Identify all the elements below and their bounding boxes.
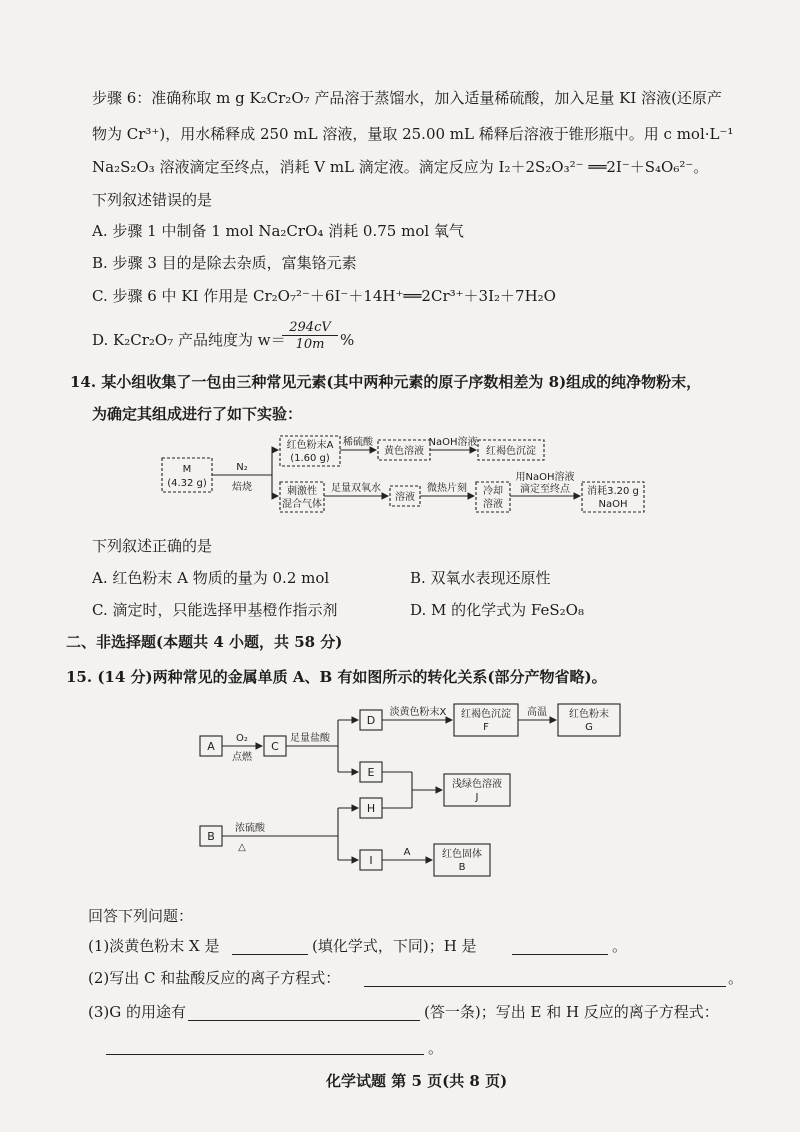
q15-label-ignite: 点燃 xyxy=(232,752,252,763)
q13-option-d-suffix: % xyxy=(340,331,355,349)
q15-part3-blank-g[interactable] xyxy=(188,1020,420,1021)
q15-part3-text-a: (3)G 的用途有 xyxy=(88,1003,186,1021)
q14-option-a: A. 红色粉末 A 物质的量为 0.2 mol xyxy=(92,569,330,587)
q15-flow-diagram xyxy=(190,698,660,888)
q14-cool-line1: 冷却 xyxy=(483,486,503,497)
q15-part2-blank[interactable] xyxy=(364,986,726,987)
q14-red-brown-ppt: 红褐色沉淀 xyxy=(486,446,536,457)
q14-option-d: D. M 的化学式为 FeS₂O₈ xyxy=(410,601,584,619)
q14-gas-line1: 刺激性 xyxy=(287,486,317,497)
q15-label-red-solid-line1: 红色固体 xyxy=(442,849,482,860)
q15-label-j-line1: 浅绿色溶液 xyxy=(452,779,502,790)
q15-answer-prompt: 回答下列问题： xyxy=(88,907,194,925)
q14-red-powder-mass: (1.60 g) xyxy=(290,453,330,464)
q15-label-red-solid-line2: B xyxy=(458,862,466,873)
q15-label-f-line1: 红褐色沉淀 xyxy=(461,709,511,720)
q14-cool-line2: 溶液 xyxy=(483,499,503,510)
q14-stem-line2: 为确定其组成进行了如下实验： xyxy=(92,405,303,423)
q14-dilute-h2so4: 稀硫酸 xyxy=(343,437,373,448)
q13-step6-line3: Na₂S₂O₃ 溶液滴定至终点，消耗 V mL 滴定液。滴定反应为 I₂＋2S₂O₃²⁻ ══2I⁻＋S₄O₆²⁻。 xyxy=(92,158,709,176)
q15-label-h: H xyxy=(366,802,376,815)
q13-step6-line2: 物为 Cr³⁺)，用水稀释成 250 mL 溶液，量取 25.00 mL 稀释后溶液于锥形瓶中。用 c mol·L⁻¹ xyxy=(92,125,734,143)
q15-label-high-temp: 高温 xyxy=(527,707,547,718)
q13-option-d-prefix: D. K₂Cr₂O₇ 产品纯度为 w＝ xyxy=(92,331,286,349)
q15-part1-text-b: (填化学式，下同)；H 是 xyxy=(312,937,477,955)
q13-step6-line1: 步骤 6：准确称取 m g K₂Cr₂O₇ 产品溶于蒸馏水，加入适量稀硫酸，加入足量 KI 溶液(还原产 xyxy=(92,89,722,107)
q14-consume-line1: 消耗3.20 g xyxy=(587,486,639,497)
q15-label-d: D xyxy=(366,714,376,727)
q13-prompt: 下列叙述错误的是 xyxy=(92,191,213,209)
q15-label-i: I xyxy=(369,854,373,867)
q14-m-mass: (4.32 g) xyxy=(167,478,207,489)
q14-m-label: M xyxy=(182,464,192,475)
page-footer: 化学试题 第 5 页(共 8 页) xyxy=(326,1072,508,1090)
q14-h2o2: 足量双氧水 xyxy=(331,483,381,494)
q15-part3-end: 。 xyxy=(428,1039,444,1057)
q14-titrate-line1: 用NaOH溶液 xyxy=(515,472,575,483)
q15-label-a: A xyxy=(207,740,215,753)
q15-part1-text-a: (1)淡黄色粉末 X 是 xyxy=(88,937,220,955)
q15-label-o2: O₂ xyxy=(236,733,248,744)
q15-label-b: B xyxy=(207,830,215,843)
q14-flow-diagram xyxy=(150,430,670,520)
q15-label-e: E xyxy=(367,766,375,779)
q15-label-j-line2: J xyxy=(475,792,479,803)
q14-prompt: 下列叙述正确的是 xyxy=(92,537,213,555)
q15-part3-blank-eq[interactable] xyxy=(106,1054,424,1055)
q15-label-conc-h2so4: 浓硫酸 xyxy=(235,823,265,834)
q15-part3-text-b: (答一条)；写出 E 和 H 反应的离子方程式： xyxy=(424,1003,719,1021)
q14-stem-line1: 14. 某小组收集了一包由三种常见元素(其中两种元素的原子序数相差为 8)组成的纯净物粉末， xyxy=(70,373,702,391)
q14-boil: 微热片刻 xyxy=(427,483,467,494)
q14-yellow-soln: 黄色溶液 xyxy=(384,446,424,457)
q13-option-c: C. 步骤 6 中 KI 作用是 Cr₂O₇²⁻＋6I⁻＋14H⁺══2Cr³⁺＋3I₂＋7H₂O xyxy=(92,287,556,305)
q15-part1-end: 。 xyxy=(612,937,628,955)
q13-option-d-numerator: 294cV xyxy=(282,320,338,336)
q15-part1-blank-x[interactable] xyxy=(232,954,308,955)
q15-stem: 15. (14 分)两种常见的金属单质 A、B 有如图所示的转化关系(部分产物省略)。 xyxy=(66,668,607,686)
q15-label-hcl: 足量盐酸 xyxy=(290,733,330,744)
q15-part2-end: 。 xyxy=(728,969,744,987)
q14-red-powder-label: 红色粉末A xyxy=(286,440,334,451)
q14-bake-label: 焙烧 xyxy=(232,482,252,493)
q15-label-g-line1: 红色粉末 xyxy=(569,709,609,720)
q14-option-b: B. 双氧水表现还原性 xyxy=(410,569,551,587)
q15-label-a-arrow: A xyxy=(403,847,411,858)
q13-option-a: A. 步骤 1 中制备 1 mol Na₂CrO₄ 消耗 0.75 mol 氧气 xyxy=(92,222,464,240)
q13-option-d-denominator: 10m xyxy=(295,337,325,352)
q15-label-c: C xyxy=(271,740,279,753)
q14-soln: 溶液 xyxy=(395,492,415,503)
q15-part1-blank-h[interactable] xyxy=(512,954,608,955)
section-heading: 二、非选择题(本题共 4 小题，共 58 分) xyxy=(66,633,343,651)
q14-gas-line2: 混合气体 xyxy=(282,499,322,510)
q14-naoh-soln: NaOH溶液 xyxy=(428,437,478,448)
q13-option-b: B. 步骤 3 目的是除去杂质，富集铬元素 xyxy=(92,254,357,272)
q15-part2-text: (2)写出 C 和盐酸反应的离子方程式： xyxy=(88,969,341,987)
q15-label-pale-yellow: 淡黄色粉末X xyxy=(389,707,447,718)
q15-label-delta: △ xyxy=(238,842,246,853)
q14-n2-label: N₂ xyxy=(236,462,248,473)
q14-titrate-line2: 滴定至终点 xyxy=(520,484,570,495)
q14-option-c: C. 滴定时，只能选择甲基橙作指示剂 xyxy=(92,601,338,619)
q15-label-f-line2: F xyxy=(483,722,489,733)
q14-consume-line2: NaOH xyxy=(598,499,628,510)
q15-label-g-line2: G xyxy=(585,722,593,733)
